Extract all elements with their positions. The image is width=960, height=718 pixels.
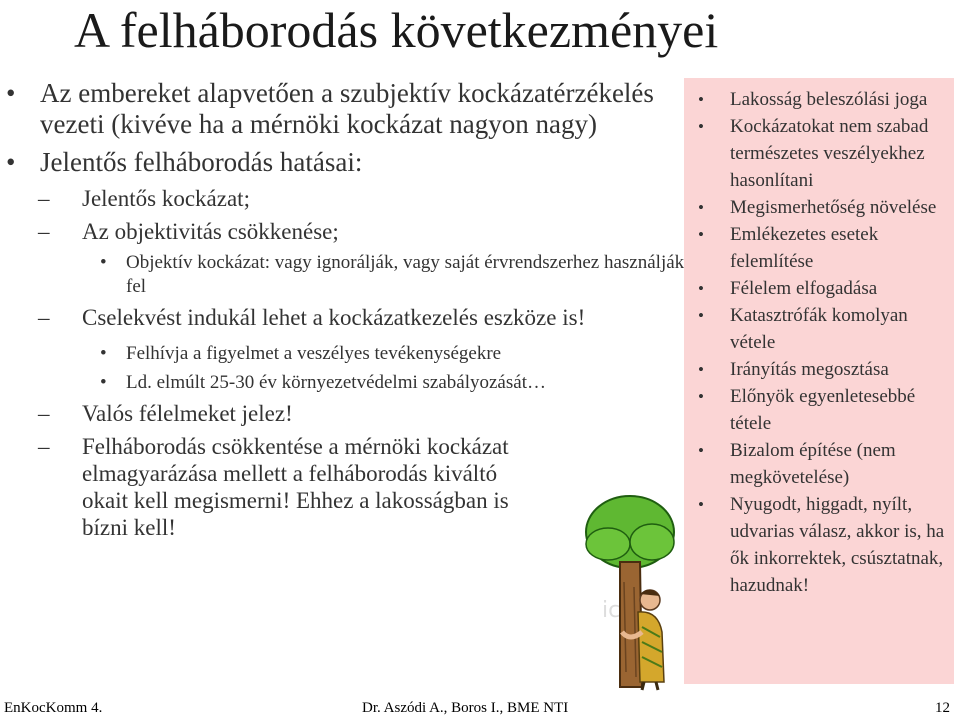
recommendation-text: Előnyök egyenletesebbé tétele <box>730 386 916 434</box>
bullet-marker: • <box>698 279 704 298</box>
dash-item <box>0 304 690 331</box>
dash-text: Felháborodás csökkentése a mérnöki kockázat elmagyarázása mellett a felháborodás kiváltó okait kell megismerni! Ehhez a lakosságban is bízni kell! <box>82 434 509 540</box>
recommendation-text: Katasztrófák komolyan vétele <box>730 305 908 353</box>
bullet-marker: • <box>6 78 16 108</box>
bullet-marker: • <box>698 495 704 514</box>
recommendation-item <box>684 221 954 275</box>
bullet-marker: • <box>698 198 704 217</box>
sub-bullet-text: Ld. elmúlt 25-30 év környezetvédelmi szabályozását… <box>126 372 546 393</box>
recommendation-text: Lakosság beleszólási joga <box>730 89 928 110</box>
footer <box>0 698 960 718</box>
bullet-marker: • <box>698 360 704 379</box>
recommendation-text: Megismerhetőség növelése <box>730 197 937 218</box>
page-number: 12 <box>935 700 950 716</box>
bullet-text: Az embereket alapvetően a szubjektív kockázatérzékelés vezeti (kivéve ha a mérnöki kockázat nagyon nagy) <box>40 78 654 139</box>
recommendation-item <box>684 437 954 491</box>
recommendation-item <box>684 86 954 113</box>
dash-text: Valós félelmeket jelez! <box>82 401 293 426</box>
recommendation-text: Bizalom építése (nem megkövetelése) <box>730 440 896 488</box>
recommendation-text: Nyugodt, higgadt, nyílt, udvarias válasz, akkor is, ha ők inkorrektek, csúsztatnak, hazudnak! <box>730 494 945 596</box>
recommendations-box <box>684 78 954 684</box>
recommendation-item <box>684 113 954 194</box>
recommendation-text: Kockázatokat nem szabad természetes veszélyekhez hasonlítani <box>730 116 929 191</box>
dash-text: Az objektivitás csökkenése; <box>82 219 339 244</box>
bullet-marker: • <box>698 117 704 136</box>
recommendations-list <box>684 78 954 599</box>
recommendation-item <box>684 194 954 221</box>
dash-item <box>0 400 690 427</box>
dash-text: Jelentős kockázat; <box>82 186 250 211</box>
dash-marker: – <box>38 219 50 244</box>
sub-bullet-item <box>0 342 690 366</box>
recommendation-text: Emlékezetes esetek felemlítése <box>730 224 879 272</box>
sub-bullet-item <box>0 251 690 299</box>
dash-marker: – <box>38 434 50 459</box>
bullet-text: Jelentős felháborodás hatásai: <box>40 147 363 177</box>
sub-bullet-marker: • <box>100 252 107 273</box>
sub-bullet-marker: • <box>100 343 107 364</box>
dash-item <box>0 218 690 245</box>
dash-text: Cselekvést indukál lehet a kockázatkezelés eszköze is! <box>82 305 586 330</box>
svg-text:ic: ic <box>602 598 621 623</box>
tree-hugger-illustration <box>580 492 680 692</box>
dash-marker: – <box>38 305 50 330</box>
bullet-marker: • <box>698 90 704 109</box>
bullet-marker: • <box>698 306 704 325</box>
recommendation-item <box>684 383 954 437</box>
recommendation-item <box>684 356 954 383</box>
dash-item <box>0 185 690 212</box>
recommendation-text: Félelem elfogadása <box>730 278 878 299</box>
slide-title: A felháborodás következményei <box>74 2 719 58</box>
footer-authors: Dr. Aszódi A., Boros I., BME NTI <box>362 700 569 716</box>
bullet-marker: • <box>698 387 704 406</box>
sub-bullet-text: Objektív kockázat: vagy ignorálják, vagy saját érvrendszerhez használják fel <box>126 252 685 297</box>
sub-bullet-marker: • <box>100 372 107 393</box>
dash-marker: – <box>38 401 50 426</box>
bullet-marker: • <box>698 441 704 460</box>
dash-marker: – <box>38 186 50 211</box>
sub-bullet-item <box>0 371 690 395</box>
bullet-marker: • <box>6 147 16 177</box>
recommendation-text: Irányítás megosztása <box>730 359 889 380</box>
main-content <box>0 78 690 547</box>
bullet-marker: • <box>698 225 704 244</box>
bullet-item <box>0 147 690 178</box>
recommendation-item <box>684 491 954 599</box>
bullet-item <box>0 78 690 140</box>
sub-bullet-text: Felhívja a figyelmet a veszélyes tevékenységekre <box>126 343 502 364</box>
recommendation-item <box>684 275 954 302</box>
footer-course: EnKocKomm 4. <box>4 700 103 716</box>
recommendation-item <box>684 302 954 356</box>
